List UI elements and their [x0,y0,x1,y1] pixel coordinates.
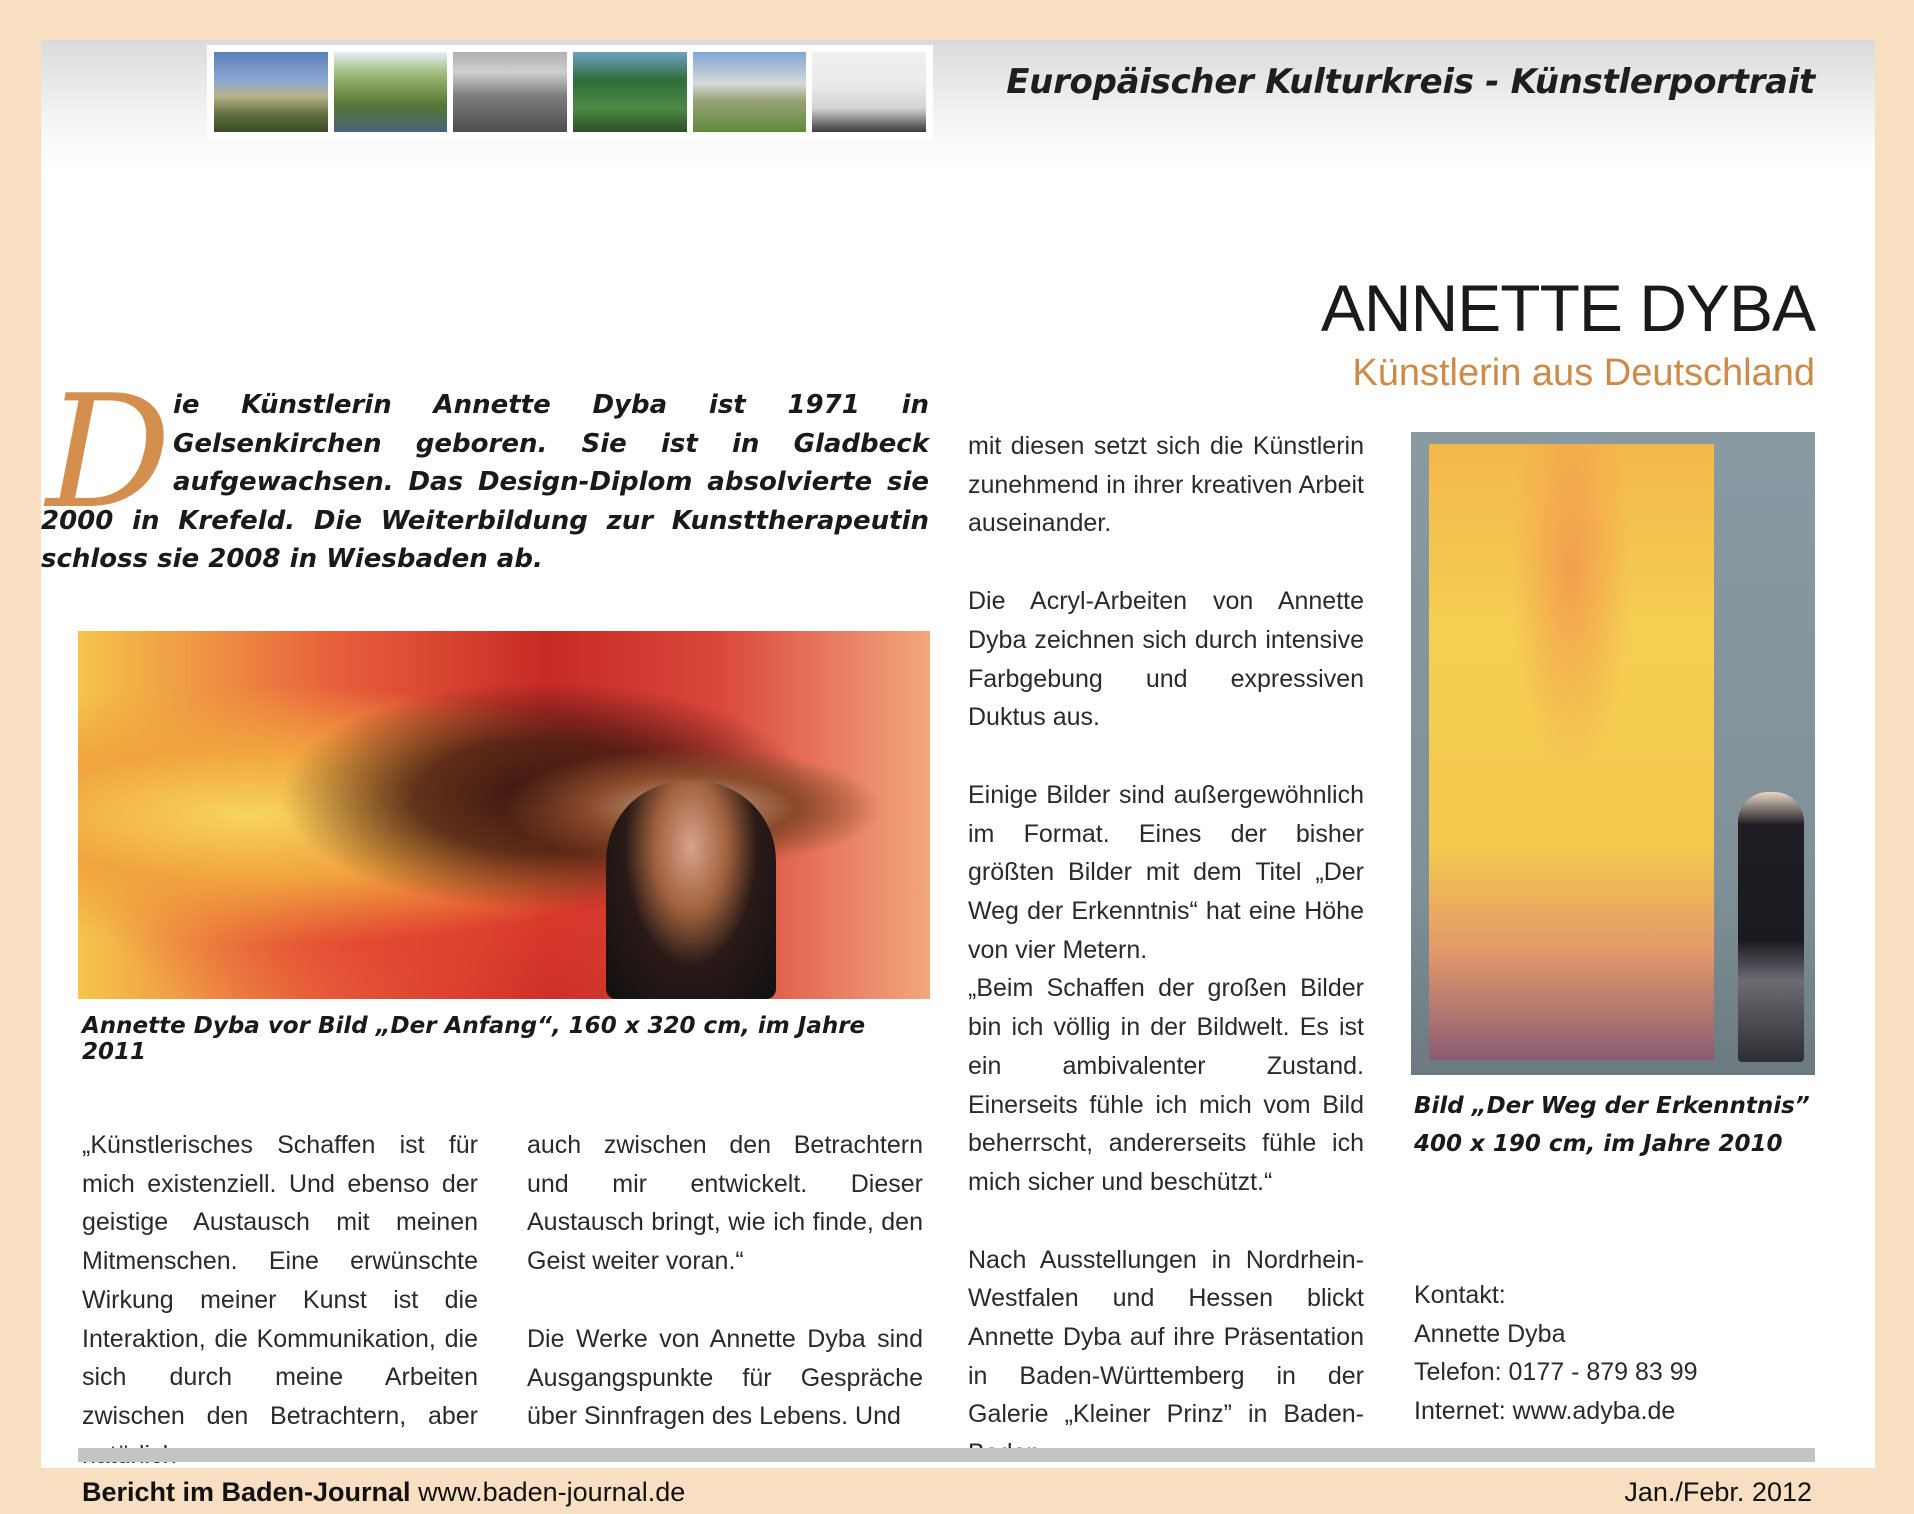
park-lake-photo [334,52,448,132]
dropcap-spacer [41,386,173,498]
kurhaus-photo [812,52,926,132]
footer-divider [78,1448,1815,1462]
intro-text: ie Künstlerin Annette Dyba ist 1971 in Gelsenkirchen geboren. Sie ist in Gladbeck aufgewachsen. Das Design-Diplom absolvierte sie 2000 in Krefeld. Die Weiterbildung zur Kunsttherapeutin schloss sie 2008 in Wiesbaden ab. [41,390,929,574]
text-column-3 [968,427,1364,1512]
paragraph: „Künstlerisches Schaffen ist für mich existenziell. Und ebenso der geistige Austausch mit meinen Mitmenschen. Eine erwünschte Wirkung meiner Kunst ist die Interaktion, die Kommunikation, die sich durch meine Arbeiten zwischen den Betrachtern, aber [82,1131,478,1430]
contact-phone: Telefon: 0177 - 879 83 99 [1414,1358,1698,1387]
paragraph: „Beim Schaffen der großen Bilder bin ich völlig in der Bildwelt. Es ist ein ambivalenter Zustand. Einerseits fühle ich mich vom Bild beherrscht, andererseits fühle ich mich sicher und beschützt.“ [968,974,1364,1196]
contact-website: Internet: www.adyba.de [1414,1397,1676,1426]
castle-photo [214,52,328,132]
paragraph: Nach Ausstellungen in Nordrhein-Westfalen und Hessen blickt Annette Dyba auf ihre Präsentation in Baden-Württemberg in der Galerie „Kleiner Prinz” in Baden- [968,1245,1364,1429]
artist-figure [1738,792,1804,1062]
drop-cap: D [46,361,172,543]
aerial-town-photo [573,52,687,132]
header-title: Europäischer Kulturkreis - Künstlerportrait [1006,62,1815,102]
caption-line: 400 x 190 cm, im Jahre 2010 [1414,1131,1783,1157]
footer-url-link[interactable]: www.baden-journal.de [418,1477,686,1507]
paragraph: Die Acryl-Arbeiten von Annette Dyba zeichnen sich durch intensive Farbgebung und expressiven Duktus aus. [968,587,1364,732]
painting-der-anfang-photo [78,631,930,999]
paragraph: Die Werke von Annette Dyba sind Ausgangspunkte für Gespräche über Sinnfragen des Lebens. Und [527,1324,923,1431]
footer-date: Jan./Febr. 2012 [1624,1477,1812,1507]
paragraph: mit diesen setzt sich die Künstlerin zunehmend in ihrer kreativen Arbeit auseinander. [968,432,1364,538]
artist-figure [606,781,776,999]
header-photo-strip [207,45,933,139]
racecourse-photo [693,52,807,132]
contact-label: Kontakt: [1414,1281,1506,1309]
artist-name: ANNETTE DYBA [1320,271,1815,345]
contact-block [1414,1276,1834,1431]
painting-der-weg-photo [1411,432,1815,1075]
paragraph: Einige Bilder sind außergewöhnlich im Format. Eines der bisher größten Bilder mit dem Titel „Der Weg der Erkenntnis“ hat eine Höhe von vier Metern. [968,780,1364,964]
artist-subtitle: Künstlerin aus Deutschland [1352,352,1815,394]
intro-paragraph [41,386,929,579]
paragraph: auch zwischen den Betrachtern und mir entwickelt. Dieser Austausch bringt, wie ich finde, den Geist weiter voran.“ [527,1131,923,1276]
contact-name: Annette Dyba [1414,1319,1566,1348]
caption-line: Bild „Der Weg der Erkenntnis” [1414,1093,1810,1119]
footer-report-label: Bericht im Baden-Journal [82,1477,411,1507]
large-canvas [1429,444,1714,1060]
footer-source [82,1477,685,1508]
palace-photo [453,52,567,132]
text-column-2 [527,1126,923,1475]
photo-caption-2 [1414,1087,1834,1163]
photo-caption-1: Annette Dyba vor Bild „Der Anfang“, 160 x 320 cm, im Jahre 2011 [82,1013,866,1065]
